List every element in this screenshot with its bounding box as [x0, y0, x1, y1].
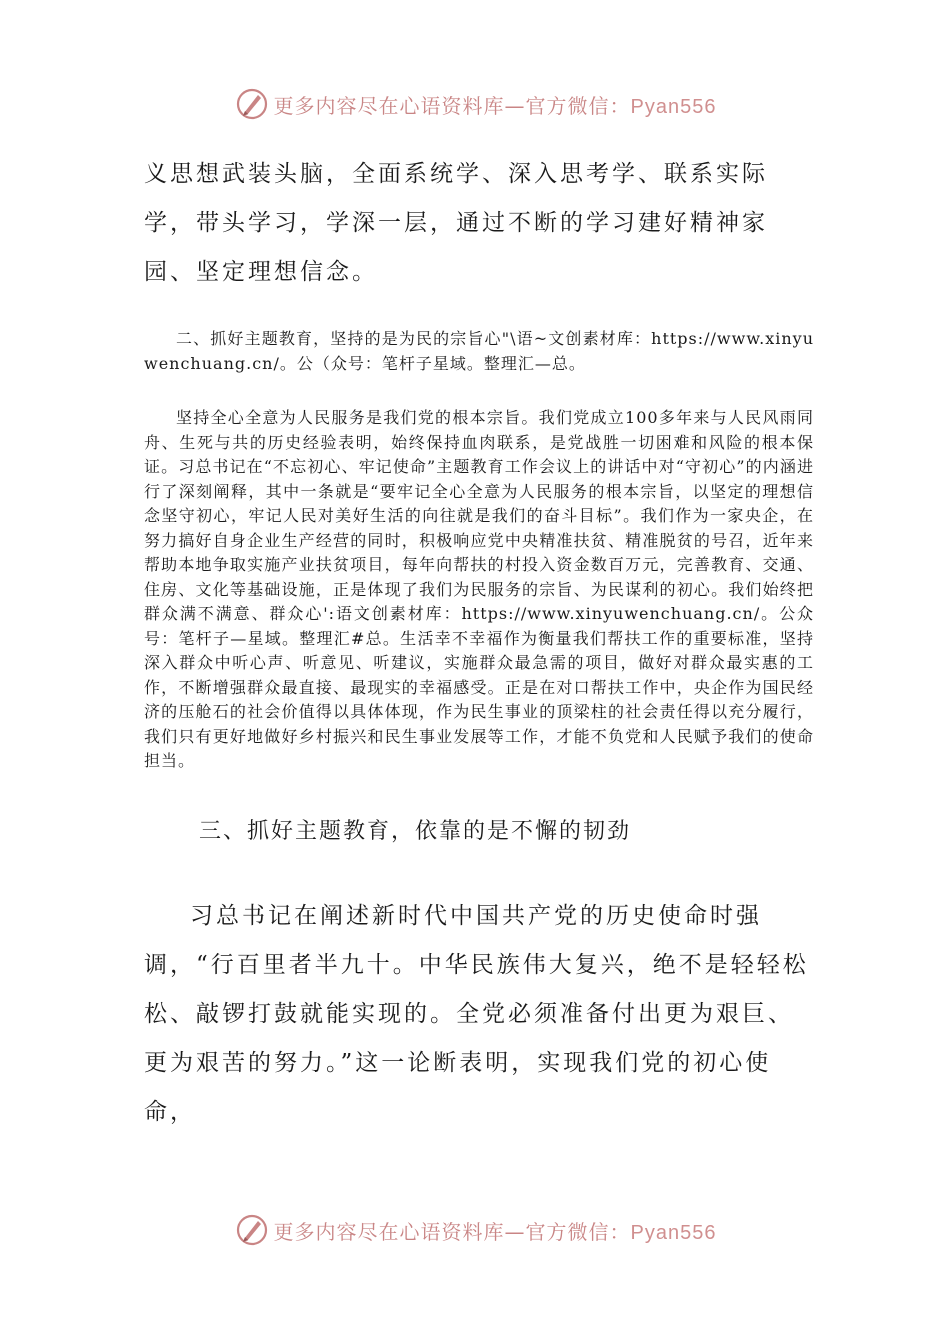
header-watermark	[0, 84, 950, 124]
footer-watermark	[0, 1210, 950, 1250]
section-heading-2: 二、抓好主题教育，坚持的是为民的宗旨心"\语~文创素材库：https://www.xinyuwenchuang.cn/。公（众号：笔杆子星域。整理汇—总。	[144, 329, 814, 373]
pen-logo-icon	[234, 1212, 270, 1248]
pen-logo-icon	[234, 86, 270, 122]
watermark-label: 更多内容尽在心语资料库—官方微信：	[273, 93, 631, 118]
watermark-handle: Pyan556	[630, 1221, 717, 1244]
paragraph-section-3-body: 习总书记在阐述新时代中国共产党的历史使命时强调，“行百里者半九十。中华民族伟大复兴，绝不是轻轻松松、敲锣打鼓就能实现的。全党必须准备付出更为艰巨、更为艰苦的努力。”这一论断表明，实现我们党的初心使命，	[144, 902, 809, 1125]
document-body	[144, 150, 814, 1137]
paragraph-section-2-body: 坚持全心全意为人民服务是我们党的根本宗旨。我们党成立100多年来与人民风雨同舟、生死与共的历史经验表明，始终保持血肉联系，是党战胜一切困难和风险的根本保证。习总书记在“不忘初心、牢记使命”主题教育工作会议上的讲话中对“守初心”的内涵进行了深刻阐释，其中一条就是“要牢记全心全意为人民服务的根本宗旨，以坚定的理想信念坚守初心，牢记人民对美好生活的向往就是我们的奋斗目标”。我们作为一家央企，在努力搞好自身企业生产经营的同时，积极响应党中央精准扶贫、精准脱贫的号召，近年来帮助本地争取实施产业扶贫项目，每年向帮扶的村投入资金数百万元，完善教育、交通、住房、文化等基础设施，正是体现了我们为民服务的宗旨、为民谋利的初心。我们始终把群众满不满意、群众心':语文创素材库：https://www.xinyuwenchuang.cn/。公众号：笔杆子—星域。整理汇#总。生活幸不幸福作为衡量我们帮扶工作的重要标准，坚持深入群众中听心声、听意见、听建议，实施群众最急需的项目，做好对群众最实惠的工作，不断增强群众最直接、最现实的幸福感受。正是在对口帮扶工作中，央企作为国民经济的压舱石的社会价值得以具体体现，作为民生事业的顶梁柱的社会责任得以充分履行，我们只有更好地做好乡村振兴和民生事业发展等工作，才能不负党和人民赋予我们的使命担当。	[144, 408, 814, 770]
section-heading-3: 三、抓好主题教育，依靠的是不懈的韧劲	[199, 818, 632, 844]
watermark-text	[274, 90, 717, 119]
paragraph-intro-continued: 义思想武装头脑，全面系统学、深入思考学、联系实际学，带头学习，学深一层，通过不断的学习建好精神家园、坚定理想信念。	[144, 161, 768, 285]
watermark-label: 更多内容尽在心语资料库—官方微信：	[273, 1219, 631, 1244]
watermark-handle: Pyan556	[630, 95, 717, 118]
watermark-text	[274, 1216, 717, 1245]
